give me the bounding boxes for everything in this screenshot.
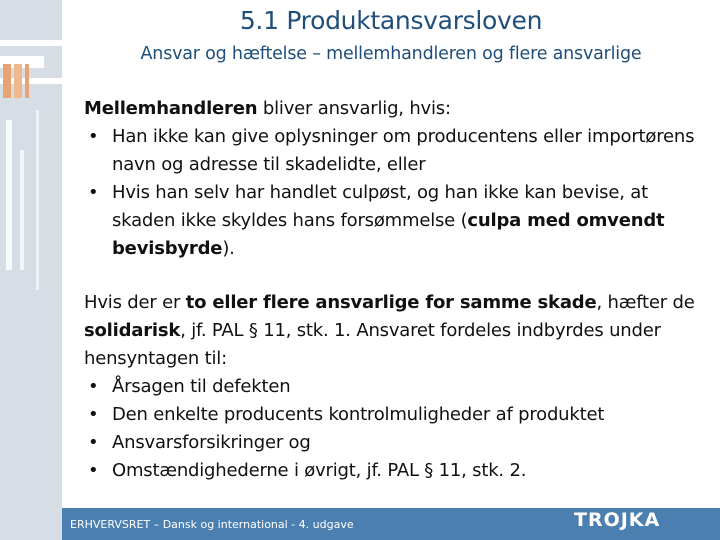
section1-intro	[84, 95, 714, 123]
paragraph-bold-text: solidarisk	[84, 320, 181, 341]
section2-paragraph	[84, 289, 714, 373]
list-item	[84, 373, 714, 401]
bullet-text: Årsagen til defekten	[112, 376, 291, 397]
intro-text: bliver ansvarlig, hvis:	[257, 98, 451, 119]
slide-title: 5.1 Produktansvarsloven	[239, 6, 543, 35]
slide-subtitle: Ansvar og hæftelse – mellemhandleren og flere ansvarlige	[140, 44, 642, 64]
brand-logo: TROJKA	[574, 509, 661, 531]
bullet-text: Hvis han selv har handlet culpøst, og han ikke kan bevise, at skaden ikke skyldes hans forsømmelse (	[112, 182, 648, 231]
section2-bullet-list	[84, 373, 714, 485]
bullet-text: Den enkelte producents kontrolmuligheder af produktet	[112, 404, 605, 425]
list-item	[84, 179, 714, 263]
section1-bullet-list	[84, 123, 714, 263]
bullet-text: Han ikke kan give oplysninger om producentens eller importørens navn og adresse til skadelidte, eller	[112, 126, 695, 175]
left-decorative-band	[0, 0, 62, 540]
bullet-text: Omstændighederne i øvrigt, jf. PAL § 11, stk. 2.	[112, 460, 527, 481]
paragraph-text: , jf. PAL § 11, stk. 1. Ansvaret fordeles indbyrdes under hensyntagen til:	[84, 320, 661, 369]
paragraph-bold-text: to eller flere ansvarlige for samme skade	[185, 292, 597, 313]
footer-text: ERHVERVSRET – Dansk og international - 4. udgave	[70, 518, 354, 531]
paragraph-text: , hæfter de	[596, 292, 695, 313]
list-item	[84, 429, 714, 457]
list-item	[84, 401, 714, 429]
bullet-text: ).	[222, 238, 235, 259]
paragraph-text: Hvis der er	[84, 292, 186, 313]
bullet-text: Ansvarsforsikringer og	[112, 432, 311, 453]
bullet-bold-text: culpa med omvendt bevisbyrde	[112, 210, 665, 259]
list-item	[84, 457, 714, 485]
slide-content	[84, 95, 714, 485]
intro-bold-term: Mellemhandleren	[84, 98, 258, 119]
list-item	[84, 123, 714, 179]
